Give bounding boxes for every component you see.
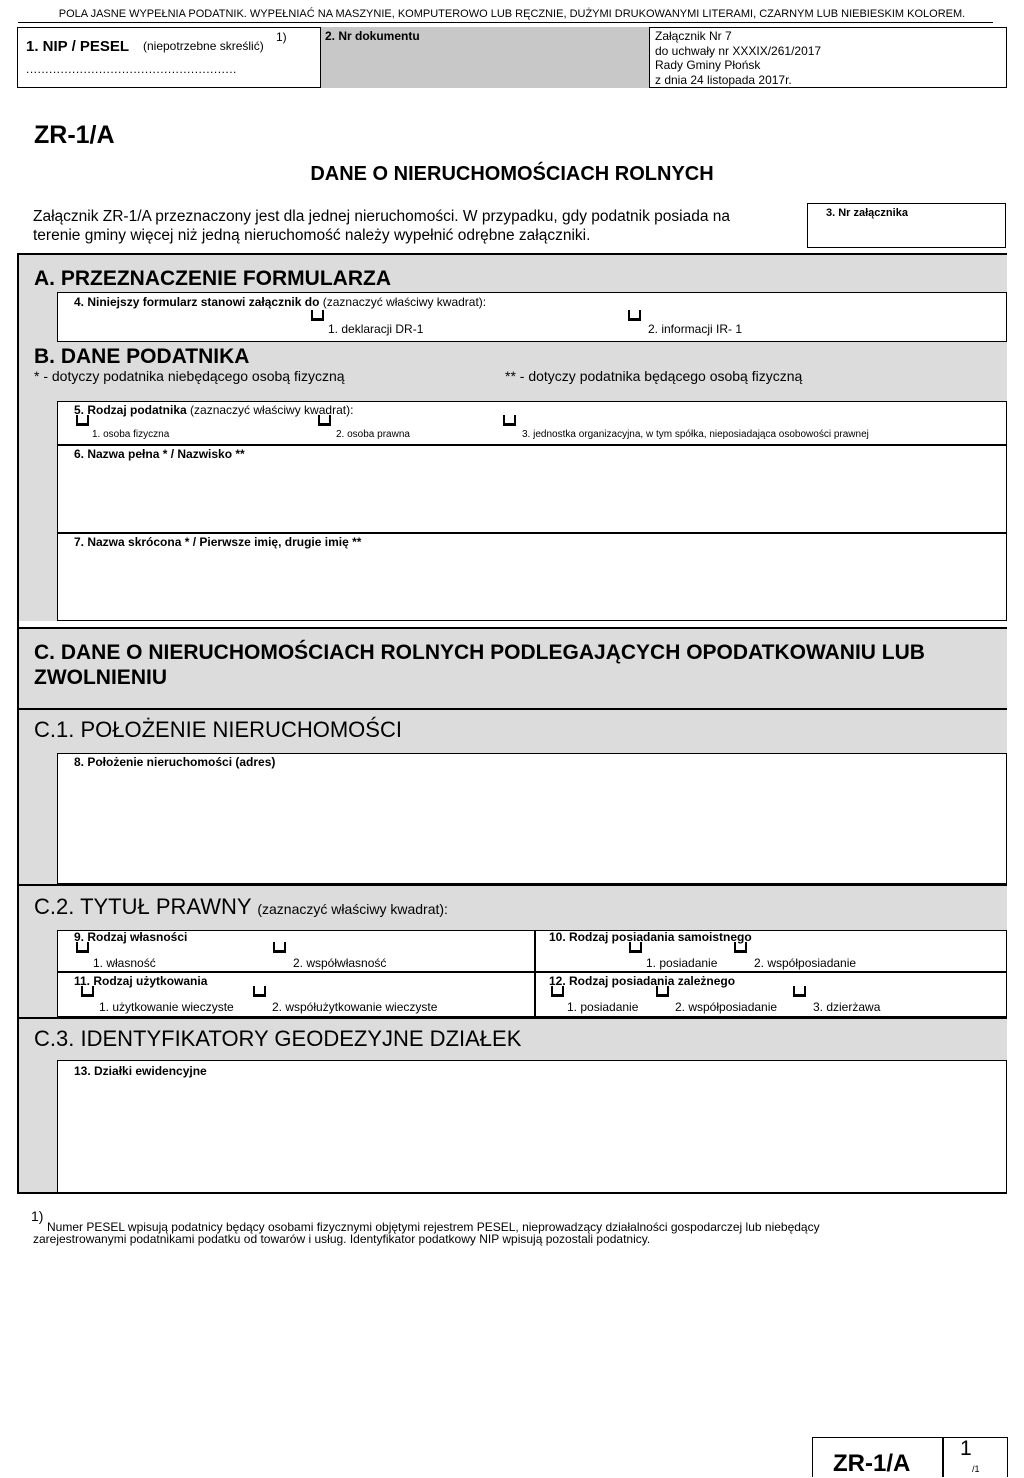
option-legal-person-label: 2. osoba prawna [336, 429, 410, 440]
checkbox-independent-possession[interactable] [629, 942, 642, 953]
divider [57, 971, 1007, 973]
checkbox-perpetual-usufruct[interactable] [81, 986, 94, 997]
divider [17, 1017, 1007, 1019]
option-ir1-label: 2. informacji IR- 1 [648, 322, 743, 336]
option-co-ownership-label: 2. współwłasność [293, 956, 387, 970]
c2-title-note: (zaznaczyć właściwy kwadrat): [257, 901, 448, 917]
divider [17, 884, 1007, 886]
footnote-line: zarejestrowanymi podatnikami podatku od towarów i usług. Identyfikator podatkowy NIP wpisują pozostali podatnicy. [33, 1232, 651, 1246]
option-dr1-label: 1. deklaracji DR-1 [328, 322, 424, 336]
top-notice: POLA JASNE WYPEŁNIA PODATNIK. WYPEŁNIAĆ NA MASZYNIE, KOMPUTEROWO LUB RĘCZNIE, DUŻYMI DRUKOWANYMI LITERAMI, CZARNYM LUB NIEBIESKIM KOLOREM. [58, 8, 966, 20]
top-notice-underline [18, 22, 993, 23]
divider [17, 1192, 1007, 1194]
full-name-input[interactable] [58, 462, 1006, 532]
footnote-text [33, 1221, 993, 1245]
option-perpetual-usufruct-label: 1. użytkowanie wieczyste [99, 1000, 234, 1014]
option-ownership-label: 1. własność [93, 956, 156, 970]
field-5-label-note: (zaznaczyć właściwy kwadrat): [190, 403, 354, 417]
footnote-ref: 1) [31, 1208, 44, 1224]
option-joint-perpetual-usufruct-label: 2. współużytkowanie wieczyste [272, 1000, 438, 1014]
annex-line: do uchwały nr XXXIX/261/2017 [655, 43, 822, 58]
section-b-note-natural: ** - dotyczy podatnika będącego osobą fizyczną [505, 368, 803, 384]
section-a-title: A. PRZEZNACZENIE FORMULARZA [34, 267, 391, 290]
field-8-label: 8. Położenie nieruchomości (adres) [74, 755, 276, 769]
intro-line: terenie gminy więcej niż jedną nieruchomość należy wypełnić odrębne załączniki. [33, 227, 591, 244]
checkbox-dependent-possession[interactable] [551, 986, 564, 997]
field-7-label: 7. Nazwa skrócona * / Pierwsze imię, drugie imię ** [74, 535, 362, 549]
annex-line: z dnia 24 listopada 2017r. [655, 72, 792, 87]
checkbox-organizational-unit[interactable] [503, 415, 516, 426]
field-10-label: 10. Rodzaj posiadania samoistnego [549, 930, 752, 944]
field-6-label: 6. Nazwa pełna * / Nazwisko ** [74, 447, 245, 461]
short-name-input[interactable] [58, 550, 1006, 620]
annex-line: Rady Gminy Płońsk [655, 58, 761, 72]
checkbox-co-ownership[interactable] [273, 942, 286, 953]
annex-number-label: 3. Nr załącznika [826, 207, 908, 219]
field-4-label-bold: 4. Niniejszy formularz stanowi załącznik do [74, 295, 320, 309]
option-natural-person-label: 1. osoba fizyczna [92, 429, 170, 440]
option-independent-co-possession-label: 2. współposiadanie [754, 956, 857, 970]
footer-page-number: 1 [960, 1437, 972, 1460]
section-c-title [34, 640, 925, 690]
field-11-label: 11. Rodzaj użytkowania [74, 974, 208, 988]
annex-reference [655, 29, 821, 87]
checkbox-independent-co-possession[interactable] [734, 942, 747, 953]
c2-title [34, 894, 448, 920]
nip-footnote-ref: 1) [276, 30, 287, 44]
divider [534, 930, 536, 1017]
doc-number-label: 2. Nr dokumentu [325, 29, 420, 43]
footer-form-code: ZR-1/A [833, 1450, 911, 1477]
field-5-label [74, 403, 353, 417]
checkbox-ir1[interactable] [628, 310, 641, 321]
c1-title: C.1. POŁOŻENIE NIERUCHOMOŚCI [34, 717, 402, 742]
left-border [17, 255, 19, 1193]
checkbox-joint-perpetual-usufruct[interactable] [253, 986, 266, 997]
checkbox-lease[interactable] [793, 986, 806, 997]
divider [57, 532, 1007, 534]
checkbox-legal-person[interactable] [318, 415, 331, 426]
field-5-label-bold: 5. Rodzaj podatnika [74, 403, 187, 417]
property-address-input[interactable] [58, 770, 1006, 882]
annex-line: Załącznik Nr 7 [655, 29, 732, 43]
footnote-line: Numer PESEL wpisują podatnicy będący osobami fizycznymi objętymi rejestrem PESEL, nieprowadzący działalności gospodarczej lub niebędący [47, 1220, 820, 1234]
field-12-label: 12. Rodzaj posiadania zależnego [549, 974, 736, 988]
checkbox-dr1[interactable] [311, 310, 324, 321]
option-dependent-possession-label: 1. posiadanie [567, 1000, 639, 1014]
checkbox-natural-person[interactable] [76, 415, 89, 426]
divider [17, 627, 1007, 629]
section-b-title: B. DANE PODATNIKA [34, 345, 250, 368]
field-13-label: 13. Działki ewidencyjne [74, 1064, 207, 1078]
divider [942, 1437, 944, 1477]
divider [57, 444, 1007, 446]
footer-page-total: /1 [972, 1464, 980, 1474]
nip-label: 1. NIP / PESEL [26, 38, 130, 55]
section-c-title-line: C. DANE O NIERUCHOMOŚCIACH ROLNYCH PODLEGAJĄCYCH OPODATKOWANIU LUB [34, 641, 925, 664]
c3-title: C.3. IDENTYFIKATORY GEODEZYJNE DZIAŁEK [34, 1026, 522, 1051]
checkbox-dependent-co-possession[interactable] [656, 986, 669, 997]
section-c-title-line: ZWOLNIENIU [34, 666, 167, 689]
field-4-label [74, 295, 486, 309]
land-parcels-input[interactable] [58, 1080, 1006, 1192]
option-lease-label: 3. dzierżawa [813, 1000, 881, 1014]
intro-text [33, 207, 730, 245]
option-independent-possession-label: 1. posiadanie [646, 956, 718, 970]
nip-note: (niepotrzebne skreślić) [143, 39, 264, 53]
intro-line: Załącznik ZR-1/A przeznaczony jest dla jednej nieruchomości. W przypadku, gdy podatnik posiada na [33, 208, 731, 225]
nip-input-dots[interactable]: ....................................................... [26, 62, 237, 76]
option-dependent-co-possession-label: 2. współposiadanie [675, 1000, 778, 1014]
field-9-label: 9. Rodzaj własności [74, 930, 188, 944]
field-4-label-note: (zaznaczyć właściwy kwadrat): [322, 295, 487, 309]
checkbox-ownership[interactable] [76, 942, 89, 953]
c2-title-text: C.2. TYTUŁ PRAWNY [34, 894, 252, 919]
option-organizational-unit-label: 3. jednostka organizacyjna, w tym spółka, nieposiadająca osobowości prawnej [522, 429, 869, 440]
section-b-note-legal: * - dotyczy podatnika niebędącego osobą fizyczną [34, 368, 345, 384]
divider [17, 708, 1007, 710]
form-code: ZR-1/A [34, 121, 115, 149]
main-title: DANE O NIERUCHOMOŚCIACH ROLNYCH [310, 163, 714, 185]
